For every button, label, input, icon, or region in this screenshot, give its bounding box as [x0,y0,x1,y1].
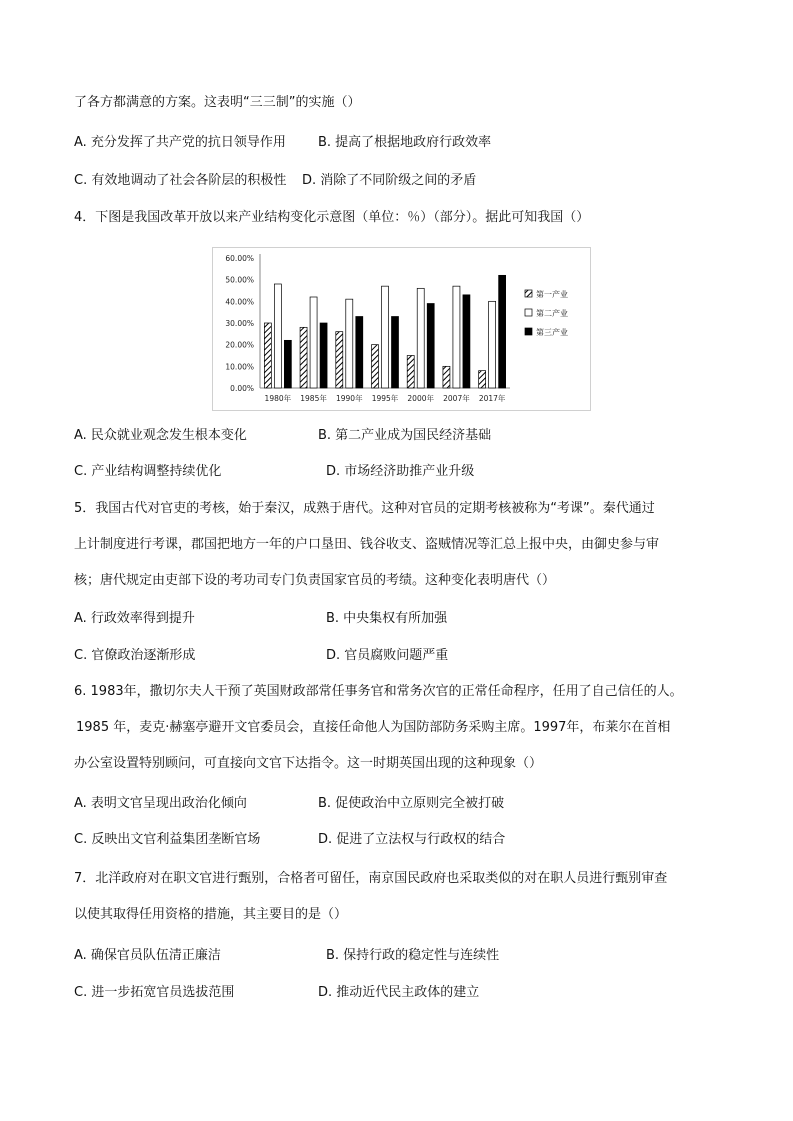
q5-stem-line3: 核；唐代规定由吏部下设的考功司专门负责国家官员的考绩。这种变化表明唐代（） [74,573,556,588]
legend-swatch [525,290,532,297]
bar [356,317,363,389]
y-tick-label: 10.00% [225,362,254,372]
q4-option-b: B. 第二产业成为国民经济基础 [318,428,492,443]
bar [499,275,506,388]
bar [310,297,317,388]
bar [392,317,399,389]
bar [274,284,281,388]
q3-option-c: C. 有效地调动了社会各阶层的积极性 [74,173,287,188]
x-tick-label: 2017年 [478,394,506,403]
bar [463,295,470,388]
q3-option-b: B. 提高了根据地政府行政效率 [318,135,492,150]
bar [453,286,460,388]
q6-option-d: D. 促进了立法权与行政权的结合 [318,832,506,847]
bar [264,323,271,388]
q7-stem-line1: 7．北洋政府对在职文官进行甄别，合格者可留任，南京国民政府也采取类似的对在职人员进行甄别审查 [74,871,668,886]
q3-option-a: A. 充分发挥了共产党的抗日领导作用 [74,135,286,150]
x-tick-label: 2007年 [443,394,470,403]
x-tick-label: 1980年 [264,394,292,403]
x-tick-label: 1995年 [371,394,399,403]
q5-option-c: C. 官僚政治逐渐形成 [74,648,196,663]
legend-label: 第二产业 [536,309,568,318]
bar [336,332,343,388]
bar [320,323,327,388]
x-tick-label: 1990年 [335,394,363,403]
bar [479,371,486,388]
q6-stem-line3: 办公室设置特别顾问，可直接向文官下达指令。这一时期英国出现的这种现象（） [74,756,543,771]
bar [382,286,389,388]
bar [372,345,379,388]
q4-option-a: A. 民众就业观念发生根本变化 [74,428,247,443]
y-tick-label: 0.00% [230,384,254,393]
bar [489,301,496,388]
bar [407,356,414,389]
x-tick-label: 2000年 [407,394,435,403]
q5-option-d: D. 官员腐败问题严重 [326,648,449,663]
legend-swatch [525,309,532,316]
q7-option-b: B. 保持行政的稳定性与连续性 [326,948,500,963]
q5-stem-line1: 5．我国古代对官吏的考核，始于秦汉，成熟于唐代。这种对官员的定期考核被称为“考课”。秦代通过 [74,501,655,516]
q6-option-a: A. 表明文官呈现出政治化倾向 [74,796,247,811]
q5-option-b: B. 中央集权有所加强 [326,611,448,626]
q7-option-d: D. 推动近代民主政体的建立 [318,985,480,1000]
x-tick-label: 1985年 [300,394,327,403]
y-tick-label: 30.00% [225,319,254,328]
q6-option-b: B. 促使政治中立原则完全被打破 [318,796,505,811]
q7-option-a: A. 确保官员队伍清正廉洁 [74,948,221,963]
q4-option-d: D. 市场经济助推产业升级 [326,464,475,479]
q7-stem-line2: 以使其取得任用资格的措施，其主要目的是（） [74,907,348,922]
q3-stem-tail: 了各方都满意的方案。这表明“三三制”的实施（） [74,95,361,110]
chart-svg [213,248,590,410]
q6-option-c: C. 反映出文官利益集团垄断官场 [74,832,261,847]
y-tick-label: 60.00% [225,254,254,263]
q5-stem-line2: 上计制度进行考课，郡国把地方一年的户口垦田、钱谷收支、盗贼情况等汇总上报中央，由御史参与审 [74,537,660,552]
q5-option-a: A. 行政效率得到提升 [74,611,195,626]
y-tick-label: 40.00% [225,297,254,307]
bar [417,288,424,388]
legend-label: 第三产业 [536,328,568,337]
legend-label: 第一产业 [536,290,568,299]
y-tick-label: 20.00% [225,340,254,350]
y-tick-label: 50.00% [225,275,254,285]
industry-structure-chart [212,247,591,411]
q4-stem: 4．下图是我国改革开放以来产业结构变化示意图（单位：％）（部分）。据此可知我国（） [74,210,590,225]
q6-stem-line1: 6. 1983年，撒切尔夫人干预了英国财政部常任事务官和常务次官的正常任命程序，任用了自己信任的人。 [74,684,683,699]
q4-option-c: C. 产业结构调整持续优化 [74,464,222,479]
q7-option-c: C. 进一步拓宽官员选拔范围 [74,985,235,1000]
legend-swatch [525,328,532,335]
q6-stem-line2: 1985 年，麦克·赫塞亭避开文官委员会，直接任命他人为国防部防务采购主席。1997年，布莱尔在首相 [76,720,671,735]
bar [346,299,353,388]
bar [427,304,434,389]
bar [300,327,307,388]
bar [443,366,450,388]
bar [284,340,291,388]
q3-option-d: D. 消除了不同阶级之间的矛盾 [302,173,477,188]
